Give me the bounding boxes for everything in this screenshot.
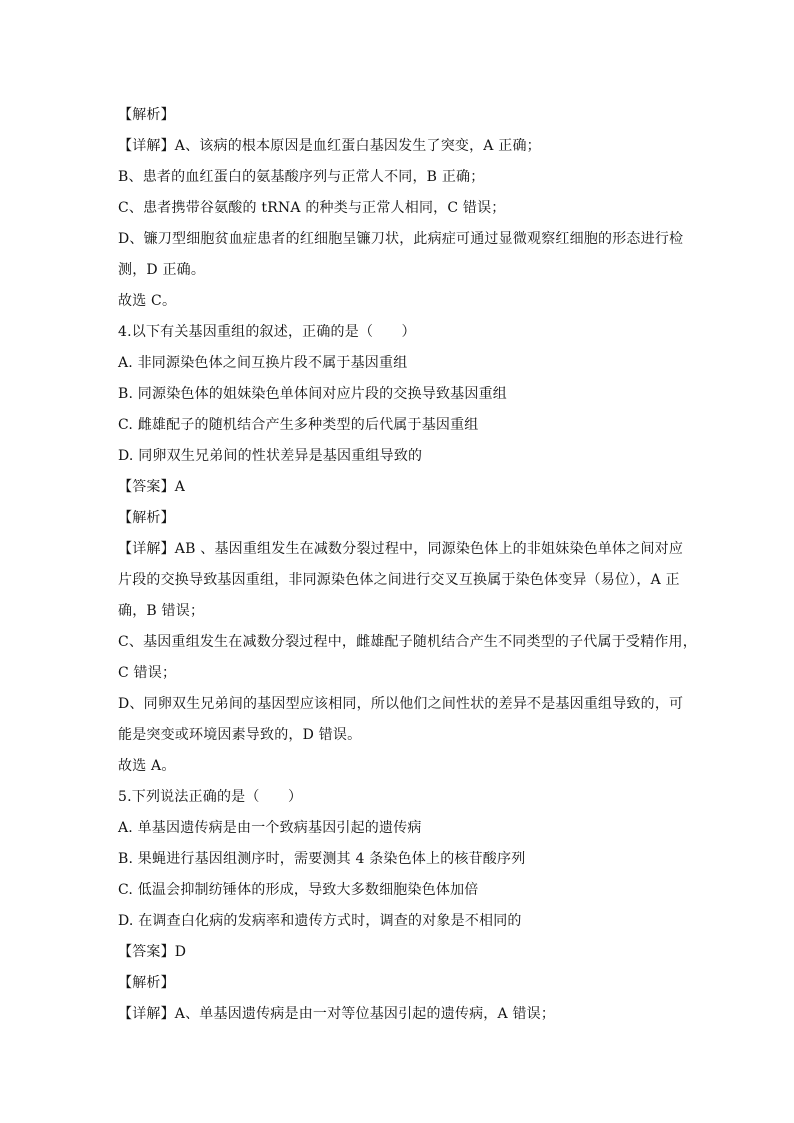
question-4-option-c: C. 雌雄配子的随机结合产生多种类型的后代属于基因重组: [118, 417, 479, 433]
detail-line: C 错误；: [118, 665, 177, 681]
question-5-option-b: B. 果蝇进行基因组测序时，需要测其 4 条染色体上的核苷酸序列: [118, 851, 526, 867]
analysis-heading: 【解析】: [118, 510, 175, 526]
answer-line: 【答案】A: [118, 479, 186, 495]
detail-line: 片段的交换导致基因重组，非同源染色体之间进行交叉互换属于染色体变异（易位），A 正: [118, 572, 680, 588]
question-4-stem: 4.以下有关基因重组的叙述，正确的是（ ）: [118, 324, 416, 340]
detail-line: 【详解】A、单基因遗传病是由一对等位基因引起的遗传病，A 错误；: [118, 1006, 556, 1022]
detail-line: 能是突变或环境因素导致的，D 错误。: [118, 727, 362, 743]
document-body: [118, 100, 697, 1030]
detail-line: 测，D 正确。: [118, 262, 206, 278]
detail-line: C、患者携带谷氨酸的 tRNA 的种类与正常人相同，C 错误；: [118, 200, 506, 216]
conclusion-line: 故选 C。: [118, 293, 177, 309]
answer-line: 【答案】D: [118, 944, 187, 960]
question-5-option-a: A. 单基因遗传病是由一个致病基因引起的遗传病: [118, 820, 422, 836]
detail-line: 【详解】AB 、基因重组发生在减数分裂过程中，同源染色体上的非姐妹染色单体之间对应: [118, 541, 684, 557]
detail-line: D、镰刀型细胞贫血症患者的红细胞呈镰刀状，此病症可通过显微观察红细胞的形态进行检: [118, 231, 684, 247]
detail-line: 确，B 错误；: [118, 603, 205, 619]
question-5-option-c: C. 低温会抑制纺锤体的形成，导致大多数细胞染色体加倍: [118, 882, 479, 898]
analysis-heading: 【解析】: [118, 975, 175, 991]
analysis-heading: 【解析】: [118, 107, 175, 123]
question-5-stem: 5.下列说法正确的是（ ）: [118, 789, 303, 805]
detail-line: B、患者的血红蛋白的氨基酸序列与正常人不同，B 正确；: [118, 169, 485, 185]
conclusion-line: 故选 A。: [118, 758, 176, 774]
detail-line: 【详解】A、该病的根本原因是血红蛋白基因发生了突变，A 正确；: [118, 138, 541, 154]
detail-line: C、基因重组发生在减数分裂过程中，雌雄配子随机结合产生不同类型的子代属于受精作用，: [118, 634, 697, 650]
question-5-option-d: D. 在调查白化病的发病率和遗传方式时，调查的对象是不相同的: [118, 913, 522, 929]
question-4-option-d: D. 同卵双生兄弟间的性状差异是基因重组导致的: [118, 448, 423, 464]
question-4-option-b: B. 同源染色体的姐妹染色单体间对应片段的交换导致基因重组: [118, 386, 507, 402]
detail-line: D、同卵双生兄弟间的基因型应该相同，所以他们之间性状的差异不是基因重组导致的，可: [118, 696, 684, 712]
question-4-option-a: A. 非同源染色体之间互换片段不属于基因重组: [118, 355, 408, 371]
